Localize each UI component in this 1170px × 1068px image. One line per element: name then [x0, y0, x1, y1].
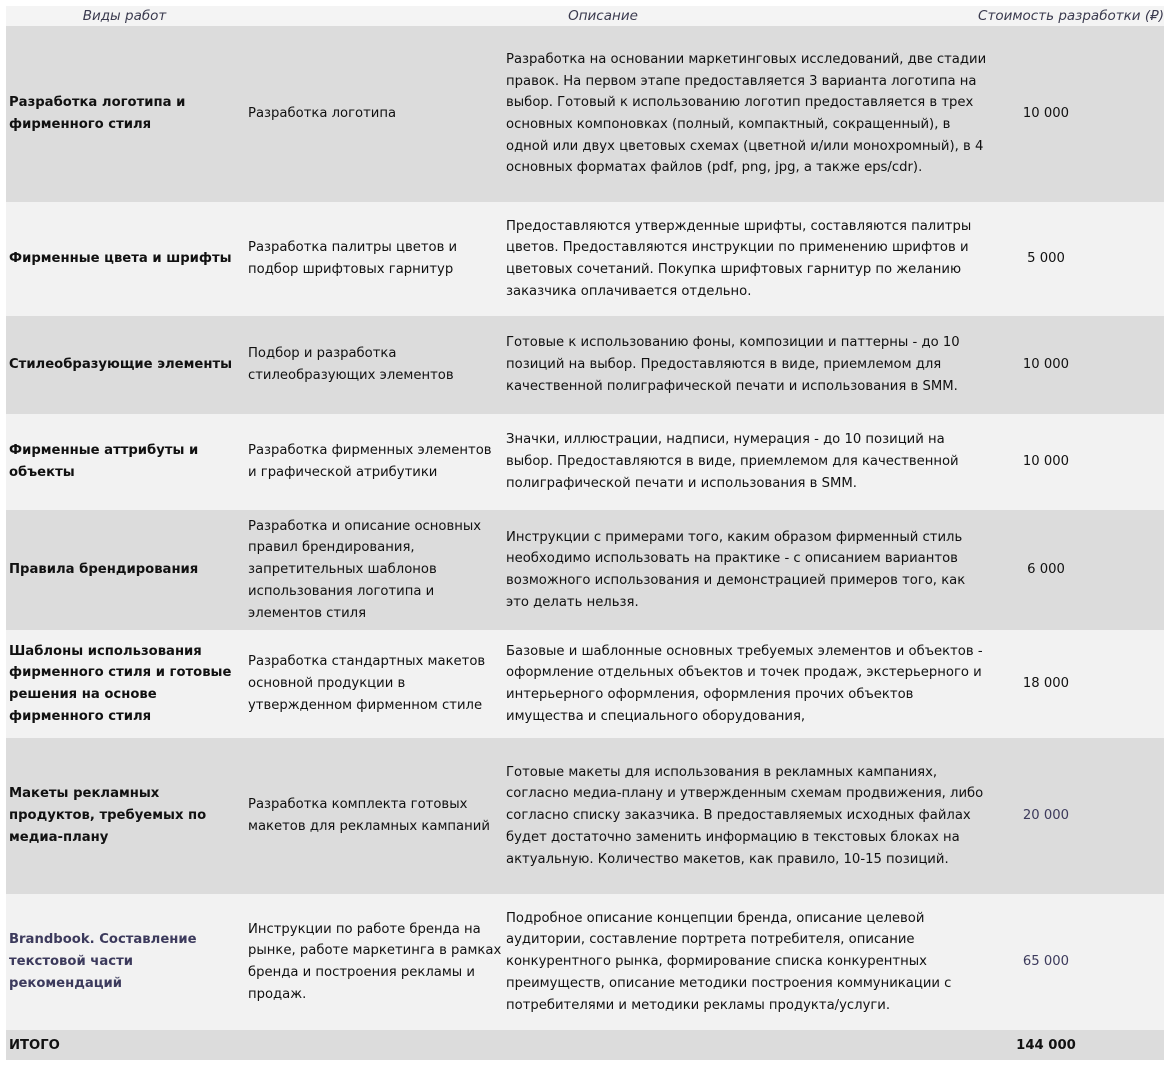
work-description: Подробное описание концепции бренда, описание целевой аудитории, составление портрета потребителя, описание конкурентного рынка, формирование списка конкурентных преимуществ, описание методики построения коммуникации с потребителями и методики рекламы продукта/услуги. — [506, 910, 952, 1013]
work-cost: 5 000 — [1027, 251, 1065, 267]
work-name: Разработка стандартных макетов основной продукции в утвержденном фирменном стиле — [248, 654, 486, 713]
work-type: Разработка логотипа и фирменного стиля — [9, 95, 186, 132]
work-name: Инструкции по работе бренда на рынке, работе маркетинга в рамках бренда и построения рекламы и продаж. — [248, 921, 502, 1002]
work-cost: 6 000 — [1027, 562, 1065, 578]
work-name: Разработка и описание основных правил брендирования, запретительных шаблонов использования логотипа и элементов стиля — [248, 518, 482, 621]
table-row — [6, 26, 1164, 202]
work-cost: 65 000 — [1022, 954, 1070, 970]
table-row — [6, 630, 1164, 738]
work-type: Стилеобразующие элементы — [9, 357, 233, 373]
header-cost: Стоимость разработки (₽) — [978, 8, 1164, 24]
work-description: Базовые и шаблонные основных требуемых элементов и объектов - оформление отдельных объектов и точек продаж, экстерьерного и интерьерного оформления, оформления прочих объектов имущества и специального оборудования, — [506, 643, 983, 724]
table-header — [6, 6, 1164, 26]
work-name: Разработка комплекта готовых макетов для рекламных кампаний — [248, 797, 490, 834]
table-row — [6, 894, 1164, 1030]
work-description: Разработка на основании маркетинговых исследований, две стадии правок. На первом этапе предоставляется 3 варианта логотипа на выбор. Готовый к использованию логотип предоставляется в трех основных компоновках (полный, компактный, сокращенный), в одной или двух цветовых схемах (цветной и/или монохромный), в 4 основных форматах файлов (pdf, png, jpg, а также eps/cdr). — [506, 51, 987, 176]
table-row — [6, 202, 1164, 316]
work-cost: 20 000 — [1022, 808, 1070, 824]
work-type: Фирменные аттрибуты и объекты — [9, 443, 199, 480]
work-description: Значки, иллюстрации, надписи, нумерация - до 10 позиций на выбор. Предоставляются в виде, приемлемом для качественной полиграфической печати и использования в SMM. — [506, 432, 959, 491]
work-description: Инструкции с примерами того, каким образом фирменный стиль необходимо использовать на практике - с описанием вариантов возможного использования и демонстрацией примеров того, как это делать нельзя. — [506, 529, 966, 610]
work-name: Подбор и разработка стилеобразующих элементов — [248, 346, 454, 383]
work-type: Фирменные цвета и шрифты — [9, 251, 232, 267]
work-cost: 10 000 — [1022, 454, 1070, 470]
table-row — [6, 738, 1164, 894]
work-name: Разработка логотипа — [248, 106, 397, 122]
work-type: Brandbook. Составление текстовой части рекомендаций — [9, 932, 197, 991]
work-description: Предоставляются утвержденные шрифты, составляются палитры цветов. Предоставляются инструкции по применению шрифтов и цветовых сочетаний. Покупка шрифтовых гарнитур по желанию заказчика оплачивается отдельно. — [506, 218, 972, 299]
table-row — [6, 510, 1164, 630]
pricing-table — [6, 6, 1164, 1060]
total-row — [6, 1030, 1164, 1060]
work-name: Разработка палитры цветов и подбор шрифтовых гарнитур — [248, 240, 458, 277]
work-description: Готовые макеты для использования в рекламных кампаниях, согласно медиа-плану и утвержденным схемам продвижения, либо согласно списку заказчика. В предоставляемых исходных файлах будет достаточно заменить информацию в текстовых блоках на актуальную. Количество макетов, как правило, 10-15 позиций. — [506, 764, 984, 867]
total-label: ИТОГО — [9, 1037, 60, 1053]
work-description: Готовые к использованию фоны, композиции и паттерны - до 10 позиций на выбор. Предоставляются в виде, приемлемом для качественной полиграфической печати и использования в SMM. — [506, 335, 960, 394]
total-value: 144 000 — [1016, 1037, 1076, 1053]
work-type: Макеты рекламных продуктов, требуемых по медиа-плану — [9, 786, 207, 845]
header-description: Описание — [568, 8, 638, 24]
work-cost: 18 000 — [1022, 676, 1070, 692]
work-type: Шаблоны использования фирменного стиля и готовые решения на основе фирменного стиля — [9, 643, 232, 724]
table-row — [6, 414, 1164, 510]
header-work-types: Виды работ — [82, 8, 167, 24]
work-name: Разработка фирменных элементов и графической атрибутики — [248, 443, 492, 480]
work-cost: 10 000 — [1022, 357, 1070, 373]
table-row — [6, 316, 1164, 414]
work-cost: 10 000 — [1022, 106, 1070, 122]
work-type: Правила брендирования — [9, 562, 199, 578]
